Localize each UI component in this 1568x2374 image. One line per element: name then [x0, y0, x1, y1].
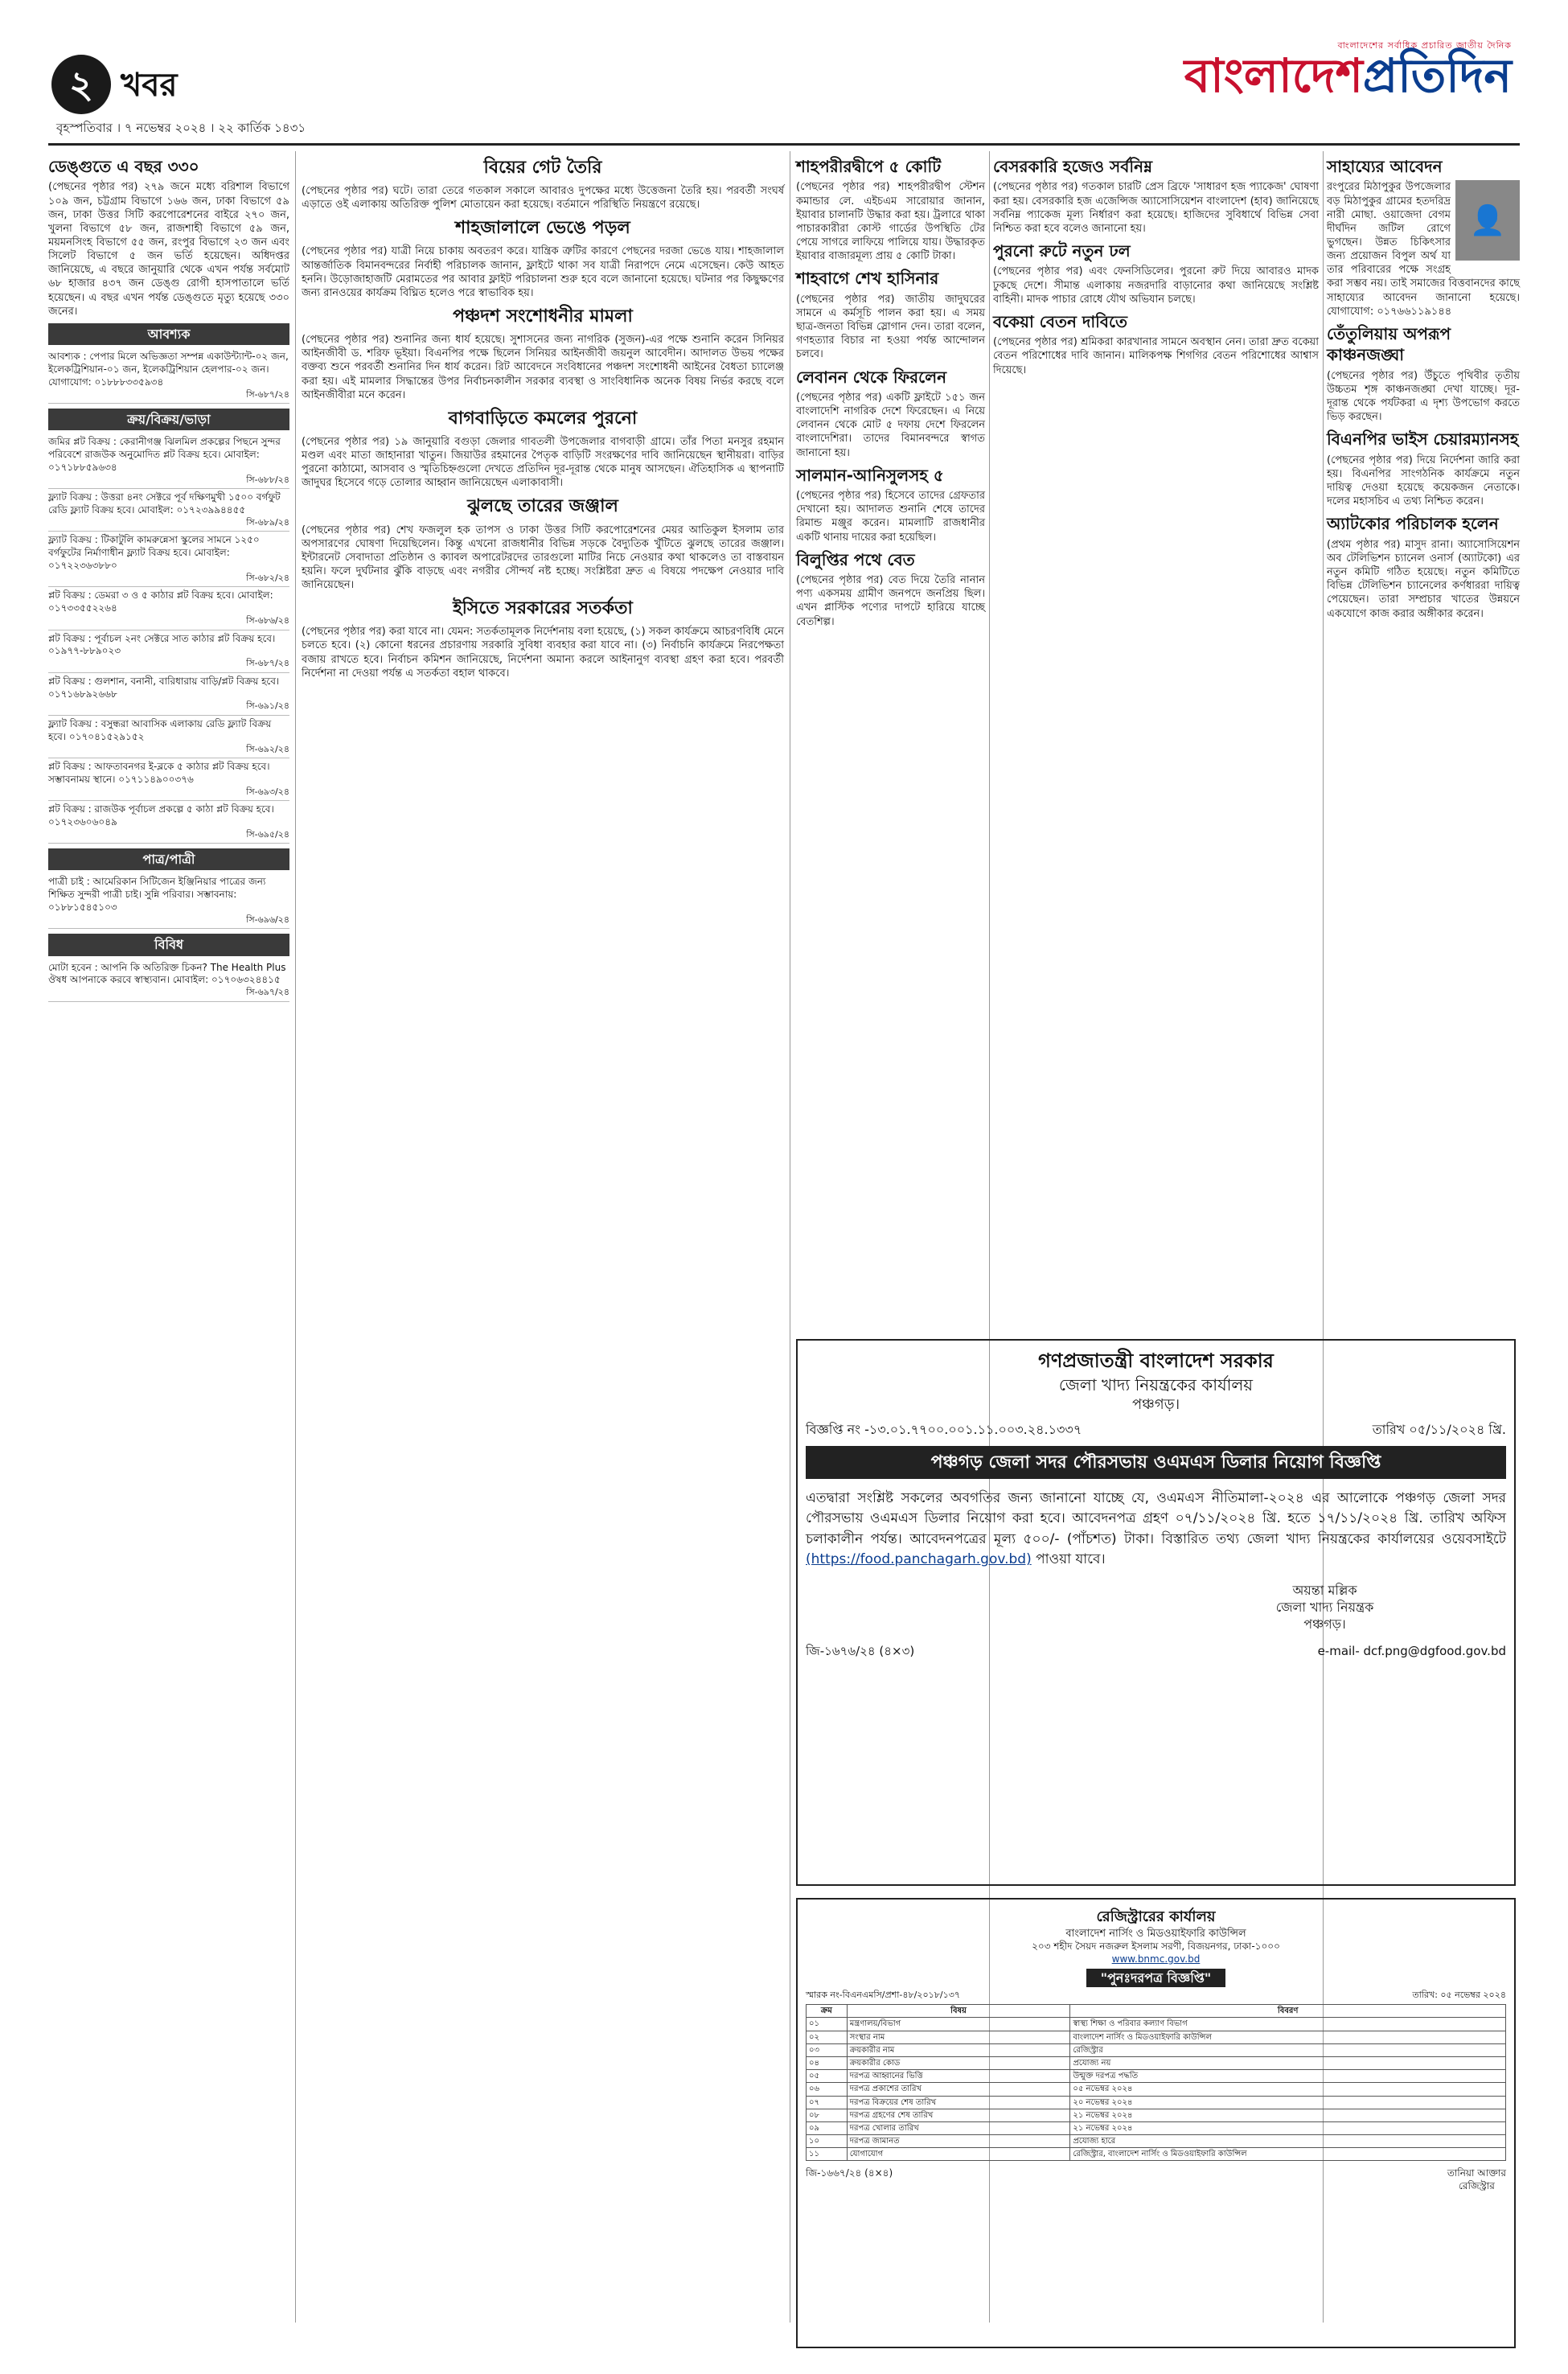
tender-banner-wrap	[806, 1969, 1506, 1986]
table-cell: ২১ নভেম্বর ২০২৪	[1070, 2109, 1506, 2121]
notice-banner: পঞ্চগড় জেলা সদর পৌরসভায় ওএমএস ডিলার নিয়োগ বিজ্ঞপ্তি	[806, 1446, 1506, 1479]
column-main-news	[302, 151, 784, 685]
table-cell: রেজিস্ট্রার, বাংলাদেশ নার্সিং ও মিডওয়াইফারি কাউন্সিল	[1070, 2148, 1506, 2161]
classified-item	[48, 873, 289, 929]
tender-org: বাংলাদেশ নার্সিং ও মিডওয়াইফারি কাউন্সিল	[1065, 1927, 1246, 1940]
table-cell: দরপত্র বিক্রয়ের শেষ তারিখ	[847, 2096, 1070, 2109]
article-body: (পেছনের পৃষ্ঠার পর) ১৯ জানুয়ারি বগুড়া জেলার গাবতলী উপজেলার বাগবাড়ী গ্রামে। তাঁর পিতা মনসুর রহমান মণ্ডল এবং মাতা জাহানারা খাতুন। জিয়াউর রহমানের পৈতৃক বাড়িটি সংরক্ষণের দাবি জানিয়েছেন স্থানীয়রা। বাড়ির পুরনো কাঠামো, আসবাব ও স্মৃতিচিহ্নগুলো দেখতে প্রতিদিন দূর-দূরান্ত থেকে মানুষ আসছেন। ঐতিহাসিক এ স্থাপনাটি জাদুঘর হিসেবে গড়ে তোলার আহ্বান জানিয়েছেন এলাকাবাসী।	[302, 435, 784, 490]
table-cell: ক্রয়কারীর নাম	[847, 2043, 1070, 2056]
table-row	[807, 2148, 1506, 2161]
notice-office: জেলা খাদ্য নিয়ন্ত্রকের কার্যালয়	[1058, 1374, 1254, 1394]
table-cell: দরপত্র প্রকাশের তারিখ	[847, 2083, 1070, 2096]
article-title: ইসিতে সরকারের সতর্কতা	[453, 598, 633, 619]
table-cell: ০৮	[807, 2109, 848, 2121]
article-body: (পেছনের পৃষ্ঠার পর) দিয়ে নির্দেশনা জারি করা হয়। বিএনপির সাংগঠনিক কার্যক্রমে নতুন দায়িত্ব দেওয়া হয়েছে কয়েকজন নেতাকে। দলের মহাসচিব এ তথ্য নিশ্চিত করেন।	[1327, 454, 1520, 508]
table-row	[807, 2121, 1506, 2134]
article-title: সাহায্যের আবেদন	[1327, 157, 1443, 176]
table-cell: দরপত্র জামানত	[847, 2135, 1070, 2148]
classified-ref: সি-৬৯২/২৪	[246, 743, 289, 754]
tender-memo: স্মারক নং-বিএনএমসি/প্রশা-৪৮/২০১৮/১৩৭	[806, 1989, 961, 2000]
classified-item	[48, 716, 289, 758]
column-news-5	[1327, 151, 1520, 626]
notice-memo-row	[806, 1421, 1506, 1438]
tender-date: তারিখ: ০৫ নভেম্বর ২০২৪	[1412, 1989, 1506, 2000]
classified-ref: সি-৬৮৬/২৪	[246, 615, 289, 626]
masthead	[1158, 40, 1512, 103]
table-cell: প্রযোজ্য হারে	[1070, 2135, 1506, 2148]
article-title: বিলুপ্তির পথে বেত	[796, 549, 915, 569]
notice-body	[806, 1489, 1506, 1571]
article-body: (পেছনের পৃষ্ঠার পর) হিসেবে তাদের গ্রেফতার দেখানো হয়। আদালত শুনানি শেষে তাদের রিমান্ড মঞ্জুর করেন। মামলাটি রাজধানীর একটি থানায় দায়ের করা হয়েছিল।	[796, 490, 985, 544]
classified-item	[48, 758, 289, 801]
classified-item	[48, 433, 289, 489]
article-body: (পেছনের পৃষ্ঠার পর) ২৭৯ জনে মধ্যে বরিশাল বিভাগে ১০৯ জন, চট্টগ্রাম বিভাগে ১৬৬ জন, ঢাকা বিভাগে ৫৯ জন, ঢাকা উত্তর সিটি করপোরেশনের বাইরে ২৭০ জন, খুলনা বিভাগে ৫৮ জন, রাজশাহী বিভাগে ৫৯ জন, ময়মনসিংহ বিভাগে ৫৫ জন, রংপুর বিভাগে ২৩ জন এবং সিলেট বিভাগে ৫ জন ভর্তি হয়েছেন। অধিদপ্তর জানিয়েছে, এ বছরে জানুয়ারি থেকে এখন পর্যন্ত সর্বমোট ৬৮ হাজার ৪৩৭ জন ডেঙ্গু রোগী হাসপাতালে ভর্তি হয়েছেন। এ বছর এখন পর্যন্ত ডেঙ্গুতে মৃত্যু হয়েছে ৩৩০ জনের।	[48, 181, 289, 318]
table-cell: বাংলাদেশ নার্সিং ও মিডওয়াইফারি কাউন্সিল	[1070, 2031, 1506, 2043]
article-title: বিএনপির ভাইস চেয়ারম্যানসহ	[1327, 429, 1519, 450]
article-title: পুরনো রুটে নতুন ঢল	[993, 241, 1131, 261]
classified-list	[48, 433, 289, 844]
classified-text: প্লট বিক্রয় : পূর্বাচল ২নং সেক্টরে সাত কাঠার প্লট বিক্রয় হবে। ০১৯৭৭-৮৮৯০২৩	[48, 632, 276, 657]
govt-notice	[796, 1339, 1516, 1886]
column-classifieds	[48, 151, 289, 1002]
tender-ref: জি-১৬৬৭/২৪ (৪×৪)	[806, 2167, 893, 2179]
classified-ref: সি-৬৮২/২৪	[246, 572, 289, 583]
tender-memo-row	[806, 1990, 1506, 2002]
table-cell: ০১	[807, 2018, 848, 2031]
classified-text: প্লট বিক্রয় : ডেমরা ৩ ও ৫ কাঠার প্লট বিক্রয় হবে। মোবাইল: ০১৭৩৩৫৫২২৬৪	[48, 589, 273, 614]
article-title: পঞ্চদশ সংশোধনীর মামলা	[453, 306, 633, 327]
page-number: ২	[51, 55, 111, 114]
notice-email: e-mail- dcf.png@dgfood.gov.bd	[1317, 1644, 1506, 1659]
table-body	[807, 2018, 1506, 2161]
table-header	[807, 2005, 1506, 2018]
table-cell: ০২	[807, 2031, 848, 2043]
classified-ref: সি-৬৮৭/২৪	[246, 658, 289, 669]
tender-footer	[806, 2167, 1506, 2193]
table-cell: মন্ত্রণালয়/বিভাগ	[847, 2018, 1070, 2031]
table-cell: রেজিস্ট্রার	[1070, 2043, 1506, 2056]
notice-date: তারিখ ০৫/১১/২০২৪ খ্রি.	[1372, 1421, 1506, 1437]
signatory-name: অয়ন্তা মল্লিক	[1292, 1582, 1357, 1598]
article-title: ডেঙ্গুতে এ বছর ৩৩০	[48, 157, 199, 176]
table-cell: উন্মুক্ত দরপত্র পদ্ধতি	[1070, 2070, 1506, 2083]
notice-tail: পাওয়া যাবে।	[1036, 1551, 1106, 1568]
notice-link[interactable]: (https://food.panchagarh.gov.bd)	[806, 1551, 1032, 1568]
classified-text: প্লট বিক্রয় : আফতাবনগর ই-ব্লকে ৫ কাঠার প্লট বিক্রয় হবে। সম্ভাবনাময় স্থানে। ০১৭১১৪৯০০৩৭৬	[48, 761, 270, 785]
notice-title: গণপ্রজাতন্ত্রী বাংলাদেশ সরকার	[1038, 1349, 1274, 1372]
classified-ref: সি-৬৯৬/২৪	[246, 914, 289, 925]
classified-text: ফ্ল্যাট বিক্রয় : বসুন্ধরা আবাসিক এলাকায় রেডি ফ্ল্যাট বিক্রয় হবে। ০১৭০৪১৫২৯১৫২	[48, 717, 272, 742]
notice-signature	[1143, 1582, 1506, 1633]
table-row	[807, 2135, 1506, 2148]
table-cell: ১০	[807, 2135, 848, 2148]
column-news-4	[993, 151, 1319, 382]
classified-text: পাত্রী চাই : আমেরিকান সিটিজেন ইঞ্জিনিয়ার পাত্রের জন্য শিক্ষিত সুন্দরী পাত্রী চাই। সুন্নি পরিবার। সম্ভাবনায়: ০১৮৮১৫৪৫১০৩	[48, 876, 266, 914]
classified-text: আবশ্যক : পেপার মিলে অভিজ্ঞতা সম্পন্ন একাউন্ট্যান্ট-০২ জন, ইলেকট্রিশিয়ান-০১ জন, ইলেকট্রিশিয়ান হেলপার-০২ জন। যোগাযোগ: ০১৮৮৮৩৩৫৯৩৪	[48, 351, 289, 388]
table-cell: ১১	[807, 2148, 848, 2161]
column-divider	[295, 151, 296, 2323]
table-cell: দরপত্র আহ্বানের ভিত্তি	[847, 2070, 1070, 2083]
tender-notice	[796, 1898, 1516, 2348]
signatory-name: তানিয়া আক্তার	[1447, 2167, 1506, 2179]
table-row	[807, 2031, 1506, 2043]
classified-heading: পাত্র/পাত্রী	[48, 848, 289, 870]
table-row	[807, 2083, 1506, 2096]
classified-text: ফ্ল্যাট বিক্রয় : টিকাটুলি কামরুন্নেসা স্কুলের সামনে ১২৫০ বর্গফুটের নির্মাণাধীন ফ্ল্যাট বিক্রয় হবে। মোবাইল: ০১৭২২৩৬৩৮৮০	[48, 534, 260, 571]
classified-ref: সি-৬৯১/২৪	[246, 700, 289, 712]
classified-ref: সি-৬৯৭/২৪	[246, 987, 289, 998]
signatory-title: রেজিস্ট্রার	[1458, 2180, 1495, 2192]
table-cell: দরপত্র গ্রহণের শেষ তারিখ	[847, 2109, 1070, 2121]
article-body: (পেছনের পৃষ্ঠার পর) শ্রমিকরা কারখানার সামনে অবস্থান নেন। তারা দ্রুত বকেয়া বেতন পরিশোধের দাবি জানান। মালিকপক্ষ শিগগির বেতন পরিশোধের আশ্বাস দিয়েছে।	[993, 336, 1319, 376]
dateline: বৃহস্পতিবার । ৭ নভেম্বর ২০২৪ । ২২ কার্তিক ১৪৩১	[56, 121, 306, 135]
classified-text: জমির প্লট বিক্রয় : কেরানীগঞ্জ ঝিলমিল প্রকল্পের পিছনে সুন্দর পরিবেশে রাজউক অনুমোদিত প্লট বিক্রয় হবে। মোবাইল: ০১৭১৮৮৫৯৬৩৪	[48, 436, 281, 473]
classified-item	[48, 532, 289, 587]
classified-ref: সি-৬৮৯/২৪	[246, 516, 289, 528]
person-photo	[1455, 180, 1520, 261]
signatory-title: জেলা খাদ্য নিয়ন্ত্রক	[1275, 1600, 1374, 1616]
table-row	[807, 2043, 1506, 2056]
article-title: বিয়ের গেট তৈরি	[483, 158, 602, 178]
notice-memo: বিজ্ঞপ্তি নং -১৩.০১.৭৭০০.০০১.১১.০০৩.২৪.১৩৩৭	[806, 1421, 1082, 1437]
article-title: শাহবাগে শেখ হাসিনার	[796, 269, 939, 289]
table-cell: ০৩	[807, 2043, 848, 2056]
classified-item	[48, 489, 289, 532]
table-cell: স্বাস্থ্য শিক্ষা ও পরিবার কল্যাণ বিভাগ	[1070, 2018, 1506, 2031]
classified-item	[48, 587, 289, 630]
table-row	[807, 2070, 1506, 2083]
masthead-title-a: বাংলাদেশ	[1184, 47, 1363, 103]
article-body: (পেছনের পৃষ্ঠার পর) গতকাল চারটি প্রেস ব্রিফে 'সাধারণ হজ প্যাকেজ' ঘোষণা করা হয়। বেসরকারি হজ এজেন্সিজ অ্যাসোসিয়েশন বাংলাদেশ (হাব) জানিয়েছে সর্বনিম্ন প্যাকেজ মূল্য নির্ধারণ করা হয়েছে। হাজিদের সুবিধার্থে বিভিন্ন সেবা নিশ্চিত করা হবে বলেও জানানো হয়।	[993, 181, 1319, 235]
article-title: বকেয়া বেতন দাবিতে	[993, 311, 1128, 331]
classified-text: প্লট বিক্রয় : গুলশান, বনানী, বারিধারায় বাড়ি/প্লট বিক্রয় হবে। ০১৭১৬৮৯২৬৬৮	[48, 675, 280, 700]
tender-banner: "পুনঃদরপত্র বিজ্ঞপ্তি"	[1086, 1969, 1226, 1987]
tender-website[interactable]: www.bnmc.gov.bd	[1111, 1953, 1201, 1965]
table-cell: ০৬	[807, 2083, 848, 2096]
tender-table	[806, 2004, 1506, 2161]
signatory-place: পঞ্চগড়।	[1303, 1616, 1346, 1633]
tender-address: ২০৩ শহীদ সৈয়দ নজরুল ইসলাম সরণী, বিজয়নগর, ঢাকা-১০০০	[1032, 1940, 1280, 1952]
table-row	[807, 2096, 1506, 2109]
table-cell: যোগাযোগ	[847, 2148, 1070, 2161]
classified-text: ফ্ল্যাট বিক্রয় : উত্তরা ৪নং সেক্টরে পূর্ব দক্ষিণমুখী ১৫০০ বর্গফুট রেডি ফ্ল্যাট বিক্রয় হবে। মোবাইল: ০১৭২৩৯৯৪৪৫৫	[48, 491, 281, 515]
classified-item	[48, 630, 289, 673]
article-title: তেঁতুলিয়ায় অপরূপ কাঞ্চনজঙ্ঘা	[1327, 323, 1451, 365]
tender-signature	[1447, 2167, 1506, 2193]
classified-item	[48, 348, 289, 404]
notice-text: এতদ্বারা সংশ্লিষ্ট সকলের অবগতির জন্য জানানো যাচ্ছে যে, ওএমএস নীতিমালা-২০২৪ এর আলোকে পঞ্চগড় জেলা সদর পৌরসভায় ওএমএস ডিলার নিয়োগ করা হবে। আবেদনপত্র গ্রহণ ০৭/১১/২০২৪ খ্রি. হতে ১৭/১১/২০২৪ খ্রি. তারিখ অফিস চলাকালীন পর্যন্ত। আবেদনপত্রের মূল্য ৫০০/- (পাঁচশত) টাকা। বিস্তারিত তথ্য জেলা খাদ্য নিয়ন্ত্রকের কার্যালয়ের ওয়েবসাইটে	[806, 1489, 1506, 1547]
table-cell: ০৫	[807, 2070, 848, 2083]
classified-heading: ক্রয়/বিক্রয়/ভাড়া	[48, 409, 289, 430]
article-body: (পেছনের পৃষ্ঠার পর) উঁচুতে পৃথিবীর তৃতীয় উচ্চতম শৃঙ্গ কাঞ্চনজঙ্ঘা দেখা যাচ্ছে। দূর-দূরান্ত থেকে পর্যটকরা এ দৃশ্য উপভোগ করতে ভিড় করছেন।	[1327, 369, 1520, 424]
notice-ref: জি-১৬৭৬/২৪ (৪×৩)	[806, 1644, 915, 1659]
article-body: (পেছনের পৃষ্ঠার পর) শুনানির জন্য ধার্য হয়েছে। সুশাসনের জন্য নাগরিক (সুজন)-এর পক্ষে শুনানি করেন সিনিয়র আইনজীবী ড. শরিফ ভূইয়া। বিএনপির পক্ষে ছিলেন সিনিয়র আইনজীবী জয়নুল আবেদীন। আদালত উভয় পক্ষের বক্তব্য শুনে পরবর্তী শুনানির দিন ধার্য করেন। রিট আবেদনে সংবিধানের পঞ্চদশ সংশোধনী আইনের বৈধতা চ্যালেঞ্জ করা হয়। এই মামলার সিদ্ধান্তের উপর নির্বাচনকালীন সরকার ব্যবস্থা ও সাংবিধানিক অনেক বিষয় নির্ভর করছে বলে আইনজীবীরা মনে করেন।	[302, 334, 784, 401]
article-title: শাহপরীরদ্বীপে ৫ কোটি	[796, 157, 942, 176]
table-cell: ০৯	[807, 2121, 848, 2134]
article-title: লেবানন থেকে ফিরলেন	[796, 367, 947, 387]
notice-place: পঞ্চগড়।	[1131, 1396, 1180, 1414]
classified-item	[48, 673, 289, 716]
article-body: (পেছনের পৃষ্ঠার পর) শেখ ফজলুল হক তাপস ও ঢাকা উত্তর সিটি করপোরেশনের মেয়র আতিকুল ইসলাম তার অপসারণের ঘোষণা দিয়েছিলেন। কিন্তু এখনো রাজধানীর বিভিন্ন সড়কে বৈদ্যুতিক খুঁটিতে ঝুলছে তারের জঞ্জাল। ইন্টারনেট সেবাদাতা প্রতিষ্ঠান ও ক্যাবল অপারেটরদের তারগুলো মাটির নিচে নেওয়ার কথা থাকলেও তা বাস্তবায়ন হয়নি। ফলে দুর্ঘটনার ঝুঁকি বাড়ছে এবং নগরীর সৌন্দর্য নষ্ট হচ্ছে। সংশ্লিষ্টরা দ্রুত এ বিষয়ে পদক্ষেপ নেওয়ার দাবি জানিয়েছেন।	[302, 524, 784, 592]
table-header-cell: বিষয়	[847, 2005, 1070, 2018]
table-cell: দরপত্র খোলার তারিখ	[847, 2121, 1070, 2134]
table-row	[807, 2109, 1506, 2121]
page-header	[0, 0, 1568, 161]
table-header-cell: ক্রম	[807, 2005, 848, 2018]
classified-text: প্লট বিক্রয় : রাজউক পূর্বাচল প্রকল্পে ৫ কাঠা প্লট বিক্রয় হবে। ০১৭২৩৬০৬০৪৯	[48, 803, 274, 828]
article-title: অ্যাটকোর পরিচালক হলেন	[1327, 514, 1499, 534]
article-body: (পেছনের পৃষ্ঠার পর) বেত দিয়ে তৈরি নানান পণ্য একসময় গ্রামীণ জনপদে জনপ্রিয় ছিল। এখন প্লাস্টিক পণ্যের দাপটে হারিয়ে যাচ্ছে বেতশিল্প।	[796, 574, 985, 628]
masthead-logo	[1158, 47, 1512, 103]
table-row	[807, 2056, 1506, 2069]
classified-ref: সি-৬৮৮/২৪	[246, 474, 289, 485]
table-cell: ২১ নভেম্বর ২০২৪	[1070, 2121, 1506, 2134]
column-news-3	[796, 151, 985, 634]
table-cell: প্রযোজ্য নয়	[1070, 2056, 1506, 2069]
article-body: (পেছনের পৃষ্ঠার পর) জাতীয় জাদুঘরের সামনে এ কর্মসূচি পালন করা হয়। এ সময় ছাত্র-জনতা বিভিন্ন স্লোগান দেন। তারা বলেন, গণহত্যার বিচার না হওয়া পর্যন্ত আন্দোলন চলবে।	[796, 293, 985, 361]
table-cell: ০৭	[807, 2096, 848, 2109]
table-header-cell: বিবরণ	[1070, 2005, 1506, 2018]
article-title: ঝুলছে তারের জঞ্জাল	[467, 496, 618, 517]
classified-ref: সি-৬৯৩/২৪	[246, 786, 289, 797]
classified-item	[48, 801, 289, 844]
table-cell: ক্রয়কারীর কোড	[847, 2056, 1070, 2069]
notice-footer	[806, 1644, 1506, 1660]
classified-text: মোটা হবেন : আপনি কি অতিরিক্ত চিকন? The Health Plus ঔষধ আপনাকে করবে স্বাস্থ্যবান। মোবাইল: ০১৭০৬৩২৪৪১৫	[48, 961, 286, 986]
masthead-title-b: প্রতিদিন	[1362, 47, 1512, 103]
article-body: (পেছনের পৃষ্ঠার পর) শাহপরীরদ্বীপ স্টেশন কমান্ডার লে. এইচএম সারোয়ার জানান, ইয়াবার চালানটি উদ্ধার করা হয়। ট্রলারে থাকা পাচারকারীরা কোস্ট গার্ডের উপস্থিতি টের পেয়ে সাগরে লাফিয়ে পালিয়ে যায়। উদ্ধারকৃত ইয়াবার বাজারমূল্য প্রায় ৫ কোটি টাকা।	[796, 181, 985, 263]
classified-item	[48, 959, 289, 1002]
article-title: বেসরকারি হজেও সর্বনিম্ন	[993, 157, 1153, 176]
person-icon: 👤	[1469, 203, 1506, 237]
article-body: রংপুরের মিঠাপুকুর উপজেলার বড় মিঠাপুকুর গ্রামের হতদরিদ্র নারী মোছা. ওয়াজেদা বেগম দীর্ঘদিন জটিল রোগে ভুগছেন। উন্নত চিকিৎসার জন্য প্রয়োজন বিপুল অর্থ যা তার পরিবারের পক্ষে সংগ্রহ করা সম্ভব নয়। তাই সমাজের বিত্তবানদের কাছে সাহায্যের আবেদন জানানো হয়েছে। যোগাযোগ: ০১৭৬৬১১৯১৪৪	[1327, 181, 1520, 318]
tender-title: রেজিস্ট্রারের কার্যালয়	[1096, 1908, 1216, 1925]
article-body: (পেছনের পৃষ্ঠার পর) ঘটে। তারা তেরে গতকাল সকালে আবারও দুপক্ষের মধ্যে উত্তেজনা তৈরি হয়। পরবর্তী সংঘর্ষ এড়াতে ওই এলাকায় অতিরিক্ত পুলিশ মোতায়েন করা হয়েছে। বর্তমানে পরিস্থিতি নিয়ন্ত্রণে রয়েছে।	[302, 185, 784, 212]
article-body: (প্রথম পৃষ্ঠার পর) মাসুদ রানা। অ্যাসোসিয়েশন অব টেলিভিশন চ্যানেল ওনার্স (অ্যাটকো) এর নতুন কমিটি গঠিত হয়েছে। নতুন কমিটিতে বিভিন্ন টেলিভিশন চ্যানেলের কর্ণধাররা দায়িত্ব পেয়েছেন। তারা সম্প্রচার খাতের উন্নয়নে একযোগে কাজ করার অঙ্গীকার করেন।	[1327, 538, 1520, 620]
table-cell: সংস্থার নাম	[847, 2031, 1070, 2043]
article-title: বাগবাড়িতে কমলের পুরনো	[448, 408, 638, 429]
classified-ref: সি-৬৯৫/২৪	[246, 828, 289, 840]
article-body: (পেছনের পৃষ্ঠার পর) এবং ফেনসিডিলের। পুরনো রুট দিয়ে আবারও মাদক ঢুকছে দেশে। সীমান্ত এলাকায় নজরদারি বাড়ানোর কথা জানিয়েছে সংশ্লিষ্ট বাহিনী। মাদক পাচার রোধে যৌথ অভিযান চলছে।	[993, 265, 1319, 306]
table-row	[807, 2018, 1506, 2031]
article-body: (পেছনের পৃষ্ঠার পর) যাত্রী নিয়ে চাকায় অবতরণ করে। যান্ত্রিক ত্রুটির কারণে পেছনের দরজা ভেঙে যায়। শাহজালাল আন্তর্জাতিক বিমানবন্দরের নির্বাহী পরিচালক জানান, ফ্লাইটে থাকা সব যাত্রী নিরাপদে নেমে এসেছেন। কেউ আহত হননি। উড়োজাহাজটি মেরামতের পর আবার ফ্লাইট পরিচালনা শুরু হবে বলে জানানো হয়েছে। ঘটনার পর কিছুক্ষণের জন্য রানওয়ের কার্যক্রম বিঘ্নিত হলেও পরে স্বাভাবিক হয়।	[302, 245, 784, 299]
masthead-tagline: বাংলাদেশের সর্বাধিক প্রচারিত জাতীয় দৈনিক	[1337, 40, 1512, 51]
article-title: শাহজালালে ভেঙে পড়ল	[455, 218, 630, 239]
table-cell: ০৪	[807, 2056, 848, 2069]
section-title: খবর	[121, 67, 178, 104]
header-rule	[48, 143, 1520, 146]
article-title: সালমান-আনিসুলসহ ৫	[796, 465, 944, 485]
classified-heading: বিবিধ	[48, 934, 289, 955]
classified-ref: সি-৬৮৭/২৪	[246, 388, 289, 400]
article-body: (পেছনের পৃষ্ঠার পর) একটি ফ্লাইটে ১৫১ জন বাংলাদেশি নাগরিক দেশে ফিরেছেন। এ নিয়ে লেবানন থেকে মোট ৫ দফায় দেশে ফিরলেন বাংলাদেশিরা। তাদের বিমানবন্দরে স্বাগত জানানো হয়।	[796, 391, 985, 459]
classified-heading: আবশ্যক	[48, 323, 289, 345]
table-cell: ০৫ নভেম্বর ২০২৪	[1070, 2083, 1506, 2096]
table-cell: ২০ নভেম্বর ২০২৪	[1070, 2096, 1506, 2109]
article-body: (পেছনের পৃষ্ঠার পর) করা যাবে না। যেমন: সতর্কতামূলক নির্দেশনায় বলা হয়েছে, (১) সকল কার্যক্রমে আচরণবিধি মেনে চলতে হবে। (২) কোনো ধরনের প্রচারণায় সরকারি সুবিধা ব্যবহার করা যাবে না। (৩) নির্বাচনি কার্যক্রমে নিরপেক্ষতা বজায় রাখতে হবে। নির্বাচন কমিশন জানিয়েছে, নির্দেশনা অমান্য করলে আইনানুগ ব্যবস্থা গ্রহণ করা হবে। পরবর্তী নির্দেশনা না দেওয়া পর্যন্ত এ সতর্কতা বহাল থাকবে।	[302, 626, 784, 680]
